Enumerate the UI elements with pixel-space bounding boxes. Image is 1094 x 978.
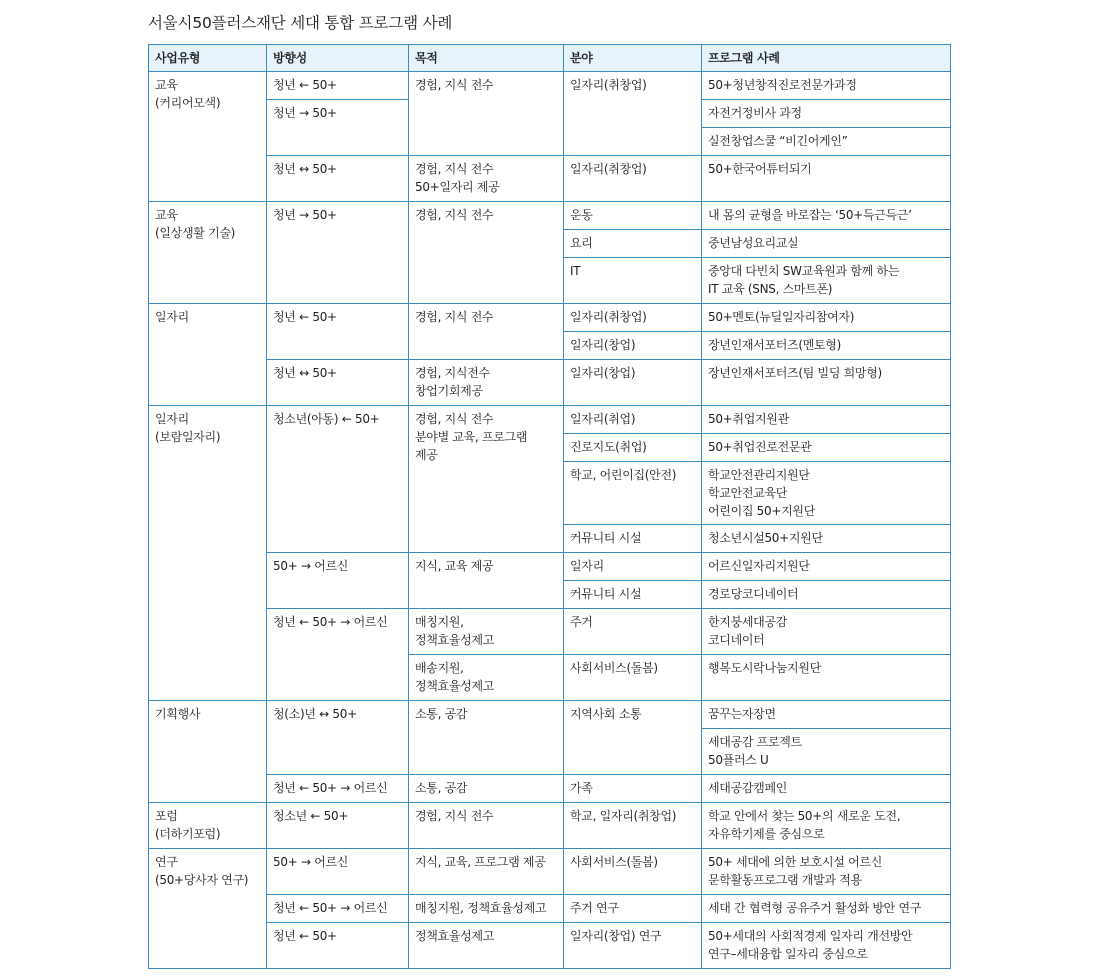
- cell-purpose: 소통, 공감: [409, 775, 564, 803]
- cell-business-type: 포럼 (더하기포럼): [149, 803, 267, 849]
- page: [148, 12, 949, 969]
- cell-purpose: 배송지원, 정책효율성제고: [409, 655, 564, 701]
- cell-field: 주거: [564, 609, 702, 655]
- cell-program: 학교안전관리지원단 학교안전교육단 어린이집 50+지원단: [702, 462, 951, 525]
- table-row: [149, 304, 951, 332]
- cell-field: 학교, 일자리(취창업): [564, 803, 702, 849]
- cell-program: 꿈꾸는자장면: [702, 701, 951, 729]
- cell-program: 50+세대의 사회적경제 일자리 개선방안 연구–세대융합 일자리 중심으로: [702, 923, 951, 969]
- cell-field: 일자리(취창업): [564, 156, 702, 202]
- cell-field: 커뮤니티 시설: [564, 581, 702, 609]
- cell-purpose: 경험, 지식 전수: [409, 202, 564, 304]
- cell-purpose: 매칭지원, 정책효율성제고: [409, 895, 564, 923]
- cell-direction: 50+ → 어르신: [267, 849, 409, 895]
- cell-direction: 청년 ← 50+: [267, 923, 409, 969]
- cell-program: 청소년시설50+지원단: [702, 525, 951, 553]
- table-row: [149, 701, 951, 729]
- cell-purpose: 경험, 지식전수 창업기회제공: [409, 360, 564, 406]
- cell-field: 일자리(창업): [564, 332, 702, 360]
- table-row: [149, 72, 951, 100]
- cell-program: 세대공감캠페인: [702, 775, 951, 803]
- cell-program: 실전창업스쿨 “비긴어게인”: [702, 128, 951, 156]
- cell-program: 한지붕세대공감 코디네이터: [702, 609, 951, 655]
- cell-program: 자전거정비사 과정: [702, 100, 951, 128]
- cell-program: 50+ 세대에 의한 보호시설 어르신 문학활동프로그램 개발과 적용: [702, 849, 951, 895]
- cell-purpose: 경험, 지식 전수 50+일자리 제공: [409, 156, 564, 202]
- cell-purpose: 매칭지원, 정책효율성제고: [409, 609, 564, 655]
- cell-field: 일자리(창업): [564, 360, 702, 406]
- cell-program: 50+청년창직진로전문가과정: [702, 72, 951, 100]
- cell-program: 경로당코디네이터: [702, 581, 951, 609]
- cell-direction: 청년 ↔ 50+: [267, 156, 409, 202]
- cell-purpose: 정책효율성제고: [409, 923, 564, 969]
- cell-field: 커뮤니티 시설: [564, 525, 702, 553]
- table-row: [149, 775, 951, 803]
- cell-program: 50+한국어튜터되기: [702, 156, 951, 202]
- cell-program: 세대공감 프로젝트 50플러스 U: [702, 729, 951, 775]
- cell-field: 요리: [564, 230, 702, 258]
- cell-direction: 청소년(아동) ← 50+: [267, 406, 409, 553]
- cell-program: 장년인재서포터즈(멘토형): [702, 332, 951, 360]
- table-row: [149, 849, 951, 895]
- cell-purpose: 경험, 지식 전수 분야별 교육, 프로그램 제공: [409, 406, 564, 553]
- cell-program: 50+멘토(뉴딜일자리참여자): [702, 304, 951, 332]
- cell-program: 중앙대 다빈치 SW교육원과 함께 하는 IT 교육 (SNS, 스마트폰): [702, 258, 951, 304]
- cell-business-type: 연구 (50+당사자 연구): [149, 849, 267, 969]
- table-row: [149, 360, 951, 406]
- cell-direction: 청년 ← 50+: [267, 304, 409, 360]
- cell-direction: 청년 → 50+: [267, 202, 409, 304]
- cell-direction: 청소년 ← 50+: [267, 803, 409, 849]
- cell-field: IT: [564, 258, 702, 304]
- cell-business-type: 일자리 (보람일자리): [149, 406, 267, 701]
- header-direction: 방향성: [267, 45, 409, 72]
- cell-field: 지역사회 소통: [564, 701, 702, 775]
- cell-purpose: 경험, 지식 전수: [409, 304, 564, 360]
- cell-direction: 청(소)년 ↔ 50+: [267, 701, 409, 775]
- cell-field: 학교, 어린이집(안전): [564, 462, 702, 525]
- cell-purpose: 지식, 교육, 프로그램 제공: [409, 849, 564, 895]
- cell-field: 일자리(창업) 연구: [564, 923, 702, 969]
- cell-program: 중년남성요리교실: [702, 230, 951, 258]
- cell-business-type: 일자리: [149, 304, 267, 406]
- cell-business-type: 교육 (커리어모색): [149, 72, 267, 202]
- header-purpose: 목적: [409, 45, 564, 72]
- cell-field: 운동: [564, 202, 702, 230]
- table-row: [149, 923, 951, 969]
- cell-field: 진로지도(취업): [564, 434, 702, 462]
- cell-field: 사회서비스(돌봄): [564, 849, 702, 895]
- cell-field: 일자리(취업): [564, 406, 702, 434]
- table-row: [149, 156, 951, 202]
- header-program-example: 프로그램 사례: [702, 45, 951, 72]
- table-row: [149, 553, 951, 581]
- table-row: [149, 609, 951, 655]
- cell-business-type: 기획행사: [149, 701, 267, 803]
- table-row: [149, 803, 951, 849]
- cell-program: 내 몸의 균형을 바로잡는 ‘50+득근득근’: [702, 202, 951, 230]
- cell-purpose: 경험, 지식 전수: [409, 72, 564, 156]
- cell-direction: 50+ → 어르신: [267, 553, 409, 609]
- cell-purpose: 소통, 공감: [409, 701, 564, 775]
- cell-direction: 청년 ← 50+ → 어르신: [267, 895, 409, 923]
- cell-program: 행복도시락나눔지원단: [702, 655, 951, 701]
- header-business-type: 사업유형: [149, 45, 267, 72]
- cell-field: 일자리(취창업): [564, 72, 702, 156]
- cell-program: 50+취업지원관: [702, 406, 951, 434]
- cell-program: 장년인재서포터즈(팀 빌딩 희망형): [702, 360, 951, 406]
- table-header-row: [149, 45, 951, 72]
- cell-purpose: 경험, 지식 전수: [409, 803, 564, 849]
- cell-field: 가족: [564, 775, 702, 803]
- cell-field: 사회서비스(돌봄): [564, 655, 702, 701]
- cell-direction: 청년 ← 50+ → 어르신: [267, 609, 409, 701]
- table-row: [149, 202, 951, 230]
- cell-field: 일자리: [564, 553, 702, 581]
- page-title: 서울시50플러스재단 세대 통합 프로그램 사례: [148, 14, 453, 32]
- table-row: [149, 406, 951, 434]
- cell-business-type: 교육 (일상생활 기술): [149, 202, 267, 304]
- cell-direction: 청년 ← 50+ → 어르신: [267, 775, 409, 803]
- cell-field: 주거 연구: [564, 895, 702, 923]
- header-field: 분야: [564, 45, 702, 72]
- cell-direction: 청년 → 50+: [267, 100, 409, 156]
- program-table: [148, 44, 951, 969]
- cell-program: 50+취업진로전문관: [702, 434, 951, 462]
- cell-field: 일자리(취창업): [564, 304, 702, 332]
- cell-program: 세대 간 협력형 공유주거 활성화 방안 연구: [702, 895, 951, 923]
- cell-program: 어르신일자리지원단: [702, 553, 951, 581]
- table-row: [149, 895, 951, 923]
- cell-direction: 청년 ↔ 50+: [267, 360, 409, 406]
- cell-direction: 청년 ← 50+: [267, 72, 409, 100]
- cell-program: 학교 안에서 찾는 50+의 새로운 도전, 자유학기제를 중심으로: [702, 803, 951, 849]
- cell-purpose: 지식, 교육 제공: [409, 553, 564, 609]
